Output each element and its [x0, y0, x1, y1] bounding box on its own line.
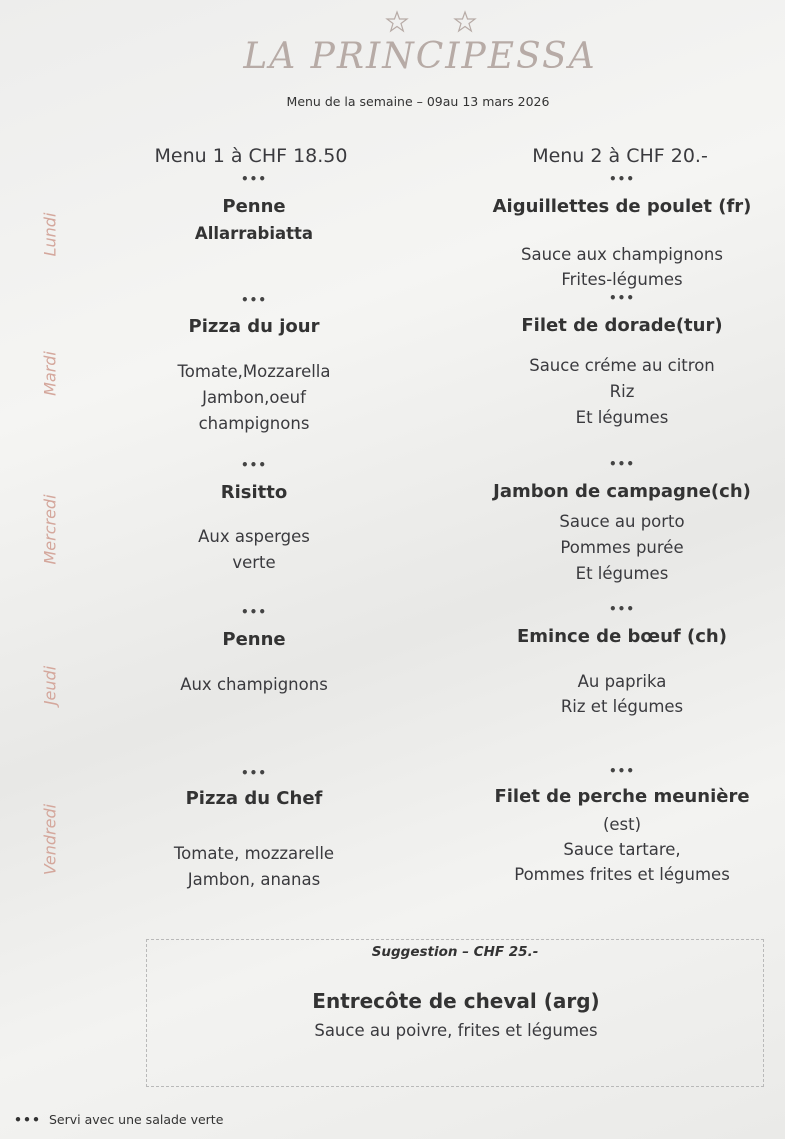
footer-dots: •••: [14, 1112, 41, 1127]
week-subtitle: Menu de la semaine – 09au 13 mars 2026: [286, 94, 550, 109]
star-icon: [455, 12, 475, 31]
desc-menu2-lundi: Sauce aux champignons: [521, 245, 723, 264]
day-label-lundi: Lundi: [40, 212, 60, 257]
desc-menu1-lundi: Allarrabiatta: [194, 224, 314, 243]
separator-dots: •••: [608, 457, 635, 471]
dish-menu1-jeudi: Penne: [222, 629, 286, 650]
desc-menu2-vendredi: Sauce tartare,: [563, 840, 681, 859]
desc-menu1-mardi: Jambon,oeuf: [202, 388, 306, 407]
desc-menu1-vendredi: Jambon, ananas: [187, 870, 321, 889]
dish-menu2-mercredi: Jambon de campagne(ch): [493, 481, 751, 502]
separator-dots: •••: [240, 766, 267, 780]
desc-menu2-jeudi: Au paprika: [577, 672, 667, 691]
desc-menu1-vendredi: Tomate, mozzarelle: [173, 844, 335, 863]
dish-menu2-vendredi: Filet de perche meunière: [494, 786, 750, 807]
desc-menu1-mardi: Tomate,Mozzarella: [177, 362, 331, 381]
dish-menu2-lundi: Aiguillettes de poulet (fr): [492, 196, 752, 217]
desc-menu2-mercredi: Pommes purée: [560, 538, 684, 557]
day-label-jeudi: Jeudi: [40, 665, 60, 706]
dish-menu1-mardi: Pizza du jour: [188, 316, 320, 337]
star-icon: [387, 12, 407, 31]
suggestion-label: Suggestion – CHF 25.-: [371, 944, 539, 960]
menu1-title: Menu 1 à CHF 18.50: [154, 145, 348, 167]
desc-menu2-jeudi: Riz et légumes: [560, 697, 684, 716]
menu2-title: Menu 2 à CHF 20.-: [532, 145, 708, 167]
separator-dots: •••: [608, 764, 635, 778]
footer-note: [14, 1112, 223, 1127]
desc-menu2-mardi: Riz: [609, 382, 635, 401]
desc-menu1-mercredi: verte: [232, 553, 276, 572]
desc-menu1-mercredi: Aux asperges: [198, 527, 310, 546]
day-label-mardi: Mardi: [40, 351, 60, 396]
desc-menu2-lundi: Frites-légumes: [561, 270, 683, 289]
desc-menu2-mardi: Et légumes: [575, 408, 669, 427]
desc-menu2-vendredi: (est): [602, 815, 642, 834]
separator-dots: •••: [608, 602, 635, 616]
restaurant-name: LA PRINCIPESSA: [243, 36, 597, 77]
desc-menu2-mercredi: Sauce au porto: [559, 512, 685, 531]
desc-menu1-jeudi: Aux champignons: [180, 675, 328, 694]
desc-menu2-vendredi: Pommes frites et légumes: [514, 865, 730, 884]
dish-menu2-mardi: Filet de dorade(tur): [521, 315, 723, 336]
separator-dots: •••: [240, 293, 267, 307]
separator-dots: •••: [240, 172, 267, 186]
desc-menu2-mercredi: Et légumes: [575, 564, 669, 583]
separator-dots: •••: [240, 458, 267, 472]
separator-dots: •••: [608, 172, 635, 186]
footer-text: Servi avec une salade verte: [48, 1112, 224, 1127]
desc-menu2-mardi: Sauce créme au citron: [529, 356, 715, 375]
suggestion-description: Sauce au poivre, frites et légumes: [314, 1021, 598, 1040]
suggestion-dish: Entrecôte de cheval (arg): [312, 989, 600, 1013]
day-label-vendredi: Vendredi: [40, 803, 60, 876]
separator-dots: •••: [240, 605, 267, 619]
dish-menu1-vendredi: Pizza du Chef: [185, 788, 323, 809]
dish-menu1-mercredi: Risitto: [220, 482, 288, 503]
day-label-mercredi: Mercredi: [40, 494, 60, 565]
separator-dots: •••: [608, 291, 635, 305]
dish-menu1-lundi: Penne: [222, 196, 286, 217]
suggestion-box: [146, 939, 764, 1087]
desc-menu1-mardi: champignons: [198, 414, 310, 433]
dish-menu2-jeudi: Emince de bœuf (ch): [517, 626, 727, 647]
